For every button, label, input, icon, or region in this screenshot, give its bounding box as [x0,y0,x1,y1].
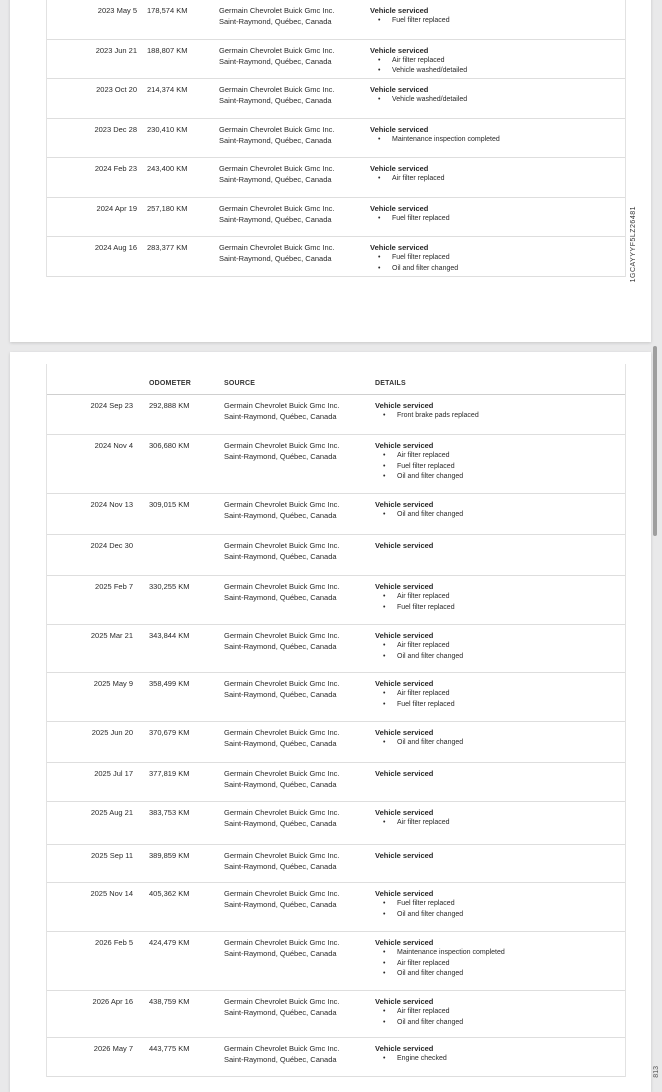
service-item: • Air filter replaced [383,1007,615,1018]
service-date: 2025 Sep 11 [91,851,133,860]
source-location: Saint-Raymond, Québec, Canada [224,642,337,651]
service-date: 2025 Feb 7 [95,582,133,591]
table-header [47,364,625,395]
service-items-list [370,16,610,27]
service-title: Vehicle serviced [370,45,429,55]
source-name: Germain Chevrolet Buick Gmc Inc. [224,631,340,640]
service-source [219,203,369,225]
service-item: • Air filter replaced [378,56,610,67]
service-source [219,124,369,146]
service-source [224,540,374,562]
source-location: Saint-Raymond, Québec, Canada [219,214,332,224]
service-date: 2025 Jun 20 [91,728,133,737]
service-source [224,630,374,652]
service-date: 2024 Feb 23 [94,164,137,173]
service-details [375,996,615,1028]
service-details [375,807,615,829]
service-source [224,581,374,603]
table-row [47,395,625,435]
service-items-list [370,214,610,225]
service-item: • Oil and filter changed [383,472,615,483]
service-date: 2024 Apr 19 [96,203,137,213]
source-name: Germain Chevrolet Buick Gmc Inc. [224,500,340,509]
service-source [219,45,369,67]
odometer-reading: 330,255 KM [149,582,190,591]
service-details [375,440,615,483]
service-history-table [46,364,626,1077]
service-title: Vehicle serviced [375,728,434,737]
service-date: 2025 Mar 21 [90,631,133,640]
source-location: Saint-Raymond, Québec, Canada [224,593,337,602]
table-row [47,158,625,198]
source-name: Germain Chevrolet Buick Gmc Inc. [224,1044,340,1053]
service-item: • Fuel filter replaced [383,462,615,473]
details-column-header: DETAILS [375,380,406,387]
odometer-reading: 292,888 KM [149,401,190,410]
service-item: • Air filter replaced [383,641,615,652]
service-items-list [375,689,615,710]
odometer-reading: 283,377 KM [147,243,188,252]
odometer-column-header: ODOMETER [149,380,192,387]
service-date: 2025 May 9 [93,679,133,688]
service-items-list [375,899,615,920]
service-details [370,124,610,146]
service-item: • Front brake pads replaced [383,411,615,422]
service-source [224,807,374,829]
service-item: • Oil and filter changed [383,510,615,521]
odometer-reading: 443,775 KM [149,1044,190,1053]
source-name: Germain Chevrolet Buick Gmc Inc. [224,938,340,947]
table-row [47,198,625,238]
odometer-reading: 257,180 KM [147,203,188,213]
service-item: • Air filter replaced [383,451,615,462]
odometer-reading: 178,574 KM [147,6,188,15]
source-name: Germain Chevrolet Buick Gmc Inc. [224,728,340,737]
service-details [370,203,610,225]
service-item: • Oil and filter changed [383,652,615,663]
service-items-list [370,174,610,185]
source-location: Saint-Raymond, Québec, Canada [224,862,337,871]
service-date: 2023 Jun 21 [95,45,137,55]
source-location: Saint-Raymond, Québec, Canada [224,949,337,958]
table-row [47,494,625,535]
table-row [47,535,625,576]
service-details [375,850,615,861]
service-title: Vehicle serviced [370,243,429,252]
service-details [375,888,615,920]
service-title: Vehicle serviced [375,541,434,550]
service-item: • Fuel filter replaced [378,214,610,225]
source-column-header: SOURCE [224,380,256,387]
odometer-reading: 309,015 KM [149,500,190,509]
service-history-table [46,0,626,277]
service-item: • Oil and filter changed [383,910,615,921]
table-row [47,1038,625,1077]
service-date: 2024 Sep 23 [90,401,133,410]
table-row [47,0,625,40]
service-title: Vehicle serviced [375,808,434,817]
source-location: Saint-Raymond, Québec, Canada [224,780,337,789]
service-items-list [375,818,615,829]
service-items-list [375,411,615,422]
service-title: Vehicle serviced [375,997,434,1006]
table-row [47,79,625,119]
service-items-list [375,641,615,662]
odometer-reading: 370,679 KM [149,728,190,737]
service-date: 2024 Dec 30 [90,541,133,550]
source-name: Germain Chevrolet Buick Gmc Inc. [224,541,340,550]
table-row [47,435,625,494]
service-details [375,1043,615,1065]
odometer-reading: 438,759 KM [149,997,190,1006]
service-source [224,499,374,521]
table-row [47,576,625,625]
service-items-list [375,1007,615,1028]
source-name: Germain Chevrolet Buick Gmc Inc. [224,679,340,688]
service-details [375,768,615,779]
service-details [375,581,615,613]
table-row [47,845,625,883]
report-page-2 [10,352,651,1092]
service-title: Vehicle serviced [375,631,434,640]
source-location: Saint-Raymond, Québec, Canada [219,254,332,263]
service-title: Vehicle serviced [370,203,429,213]
service-source [224,1043,374,1065]
service-source [224,996,374,1018]
service-source [224,440,374,462]
service-items-list [375,738,615,749]
table-row [47,802,625,845]
service-date: 2024 Nov 13 [90,500,133,509]
scrollbar[interactable] [653,346,657,536]
table-row [47,673,625,722]
odometer-reading: 358,499 KM [149,679,190,688]
service-item: • Fuel filter replaced [378,16,610,27]
service-date: 2024 Nov 4 [94,441,133,450]
service-date: 2023 Dec 28 [94,124,137,134]
service-title: Vehicle serviced [370,124,429,134]
page-corner-label: 813 [653,1066,660,1078]
service-items-list [375,948,615,980]
source-name: Germain Chevrolet Buick Gmc Inc. [224,582,340,591]
table-row [47,883,625,932]
table-row [47,932,625,991]
service-title: Vehicle serviced [375,851,434,860]
service-items-list [370,253,610,274]
service-details [375,540,615,551]
source-name: Germain Chevrolet Buick Gmc Inc. [219,164,335,173]
source-location: Saint-Raymond, Québec, Canada [224,552,337,561]
odometer-reading: 243,400 KM [147,164,188,173]
service-item: • Engine checked [383,1054,615,1065]
odometer-reading: 383,753 KM [149,808,190,817]
source-location: Saint-Raymond, Québec, Canada [224,412,337,421]
service-date: 2026 Apr 16 [92,997,133,1006]
service-title: Vehicle serviced [375,1044,434,1053]
service-title: Vehicle serviced [375,679,434,688]
service-title: Vehicle serviced [375,938,434,947]
table-row [47,625,625,673]
service-item: • Air filter replaced [383,959,615,970]
service-title: Vehicle serviced [375,769,434,778]
source-name: Germain Chevrolet Buick Gmc Inc. [224,401,340,410]
service-details [375,630,615,662]
service-items-list [375,451,615,483]
odometer-reading: 343,844 KM [149,631,190,640]
service-date: 2023 Oct 20 [96,85,137,94]
service-source [224,400,374,422]
service-title: Vehicle serviced [370,6,429,15]
source-location: Saint-Raymond, Québec, Canada [224,819,337,828]
source-location: Saint-Raymond, Québec, Canada [219,96,332,105]
source-name: Germain Chevrolet Buick Gmc Inc. [219,85,335,94]
service-items-list [375,1054,615,1065]
table-row [47,119,625,159]
service-items-list [375,592,615,613]
service-title: Vehicle serviced [375,441,434,450]
service-source [219,163,369,185]
source-location: Saint-Raymond, Québec, Canada [224,690,337,699]
service-item: • Air filter replaced [383,592,615,603]
source-name: Germain Chevrolet Buick Gmc Inc. [224,851,340,860]
service-items-list [370,95,610,106]
source-location: Saint-Raymond, Québec, Canada [219,175,332,184]
service-date: 2025 Nov 14 [90,889,133,898]
source-location: Saint-Raymond, Québec, Canada [224,1055,337,1064]
service-source [224,850,374,872]
service-item: • Oil and filter changed [383,1018,615,1029]
odometer-reading: 188,807 KM [147,45,188,55]
service-date: 2025 Jul 17 [94,769,133,778]
service-source [224,888,374,910]
service-date: 2024 Aug 16 [94,243,137,252]
service-source [224,937,374,959]
service-date: 2026 Feb 5 [95,938,133,947]
service-item: • Air filter replaced [378,174,610,185]
service-item: • Maintenance inspection completed [378,135,610,146]
service-details [375,400,615,422]
odometer-reading: 389,859 KM [149,851,190,860]
odometer-reading: 377,819 KM [149,769,190,778]
service-details [375,937,615,980]
service-title: Vehicle serviced [370,164,429,173]
source-name: Germain Chevrolet Buick Gmc Inc. [219,203,335,213]
service-item: • Vehicle washed/detailed [378,95,610,106]
odometer-reading: 306,680 KM [149,441,190,450]
service-title: Vehicle serviced [370,85,429,94]
service-items-list [370,135,610,146]
source-location: Saint-Raymond, Québec, Canada [219,17,332,26]
service-items-list [370,56,610,77]
service-items-list [375,510,615,521]
source-location: Saint-Raymond, Québec, Canada [224,1008,337,1017]
source-location: Saint-Raymond, Québec, Canada [224,900,337,909]
service-item: • Vehicle washed/detailed [378,66,610,77]
source-name: Germain Chevrolet Buick Gmc Inc. [219,6,335,15]
service-details [370,242,610,274]
service-source [219,242,369,264]
service-item: • Oil and filter changed [383,969,615,980]
odometer-reading: 214,374 KM [147,85,188,94]
service-title: Vehicle serviced [375,500,434,509]
service-item: • Air filter replaced [383,818,615,829]
table-row [47,237,625,277]
vin-label: 1GCAYYYF5LZ26481 [630,206,637,283]
service-item: • Maintenance inspection completed [383,948,615,959]
source-location: Saint-Raymond, Québec, Canada [224,511,337,520]
source-location: Saint-Raymond, Québec, Canada [224,452,337,461]
source-name: Germain Chevrolet Buick Gmc Inc. [219,124,335,134]
service-details [370,163,610,185]
service-item: • Fuel filter replaced [383,899,615,910]
service-details [375,499,615,521]
source-location: Saint-Raymond, Québec, Canada [219,135,332,145]
service-item: • Oil and filter changed [383,738,615,749]
odometer-reading: 230,410 KM [147,124,188,134]
service-item: • Oil and filter changed [378,264,610,275]
source-name: Germain Chevrolet Buick Gmc Inc. [219,243,335,252]
service-item: • Fuel filter replaced [383,700,615,711]
odometer-reading: 424,479 KM [149,938,190,947]
table-row [47,722,625,763]
odometer-reading: 405,362 KM [149,889,190,898]
service-title: Vehicle serviced [375,889,434,898]
table-row [47,991,625,1038]
table-row [47,40,625,80]
service-item: • Fuel filter replaced [383,603,615,614]
source-name: Germain Chevrolet Buick Gmc Inc. [224,441,340,450]
service-source [219,84,369,106]
service-details [370,45,610,77]
service-date: 2023 May 5 [97,6,137,15]
service-date: 2025 Aug 21 [90,808,133,817]
source-name: Germain Chevrolet Buick Gmc Inc. [224,889,340,898]
service-item: • Fuel filter replaced [378,253,610,264]
service-title: Vehicle serviced [375,401,434,410]
service-source [224,678,374,700]
source-name: Germain Chevrolet Buick Gmc Inc. [224,997,340,1006]
service-details [375,727,615,749]
source-name: Germain Chevrolet Buick Gmc Inc. [219,45,335,55]
service-source [224,727,374,749]
service-source [224,768,374,790]
service-item: • Air filter replaced [383,689,615,700]
source-name: Germain Chevrolet Buick Gmc Inc. [224,769,340,778]
table-row [47,763,625,802]
service-date: 2026 May 7 [93,1044,133,1053]
source-location: Saint-Raymond, Québec, Canada [224,739,337,748]
service-details [375,678,615,710]
report-page-1 [10,0,651,342]
service-details [370,5,610,27]
source-location: Saint-Raymond, Québec, Canada [219,56,332,66]
service-title: Vehicle serviced [375,582,434,591]
service-details [370,84,610,106]
service-source [219,5,369,27]
source-name: Germain Chevrolet Buick Gmc Inc. [224,808,340,817]
